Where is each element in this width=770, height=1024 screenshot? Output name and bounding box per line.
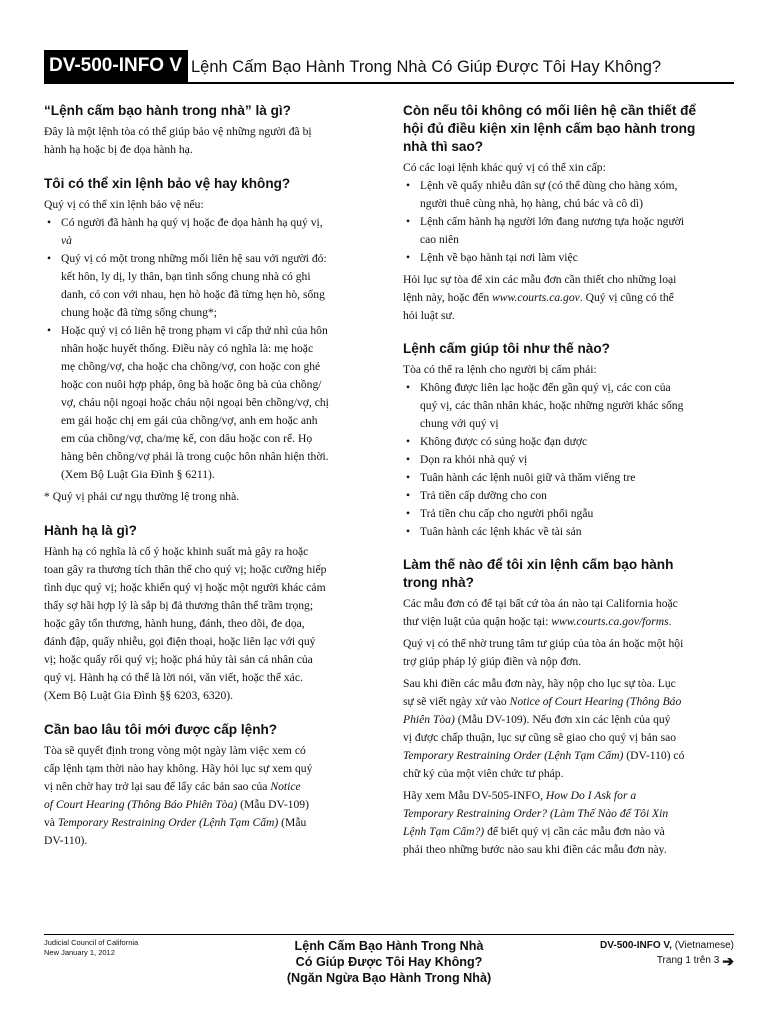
section-what-is-order	[44, 102, 368, 159]
left-column	[44, 102, 368, 866]
paragraph: Hỏi lục sự tòa để xin các mẫu đơn cần thiết cho những loại lệnh này, hoặc đến www.courts.ca.gov. Quý vị cũng có thể hỏi luật sư.	[403, 273, 677, 322]
list-item: • Lệnh về bạo hành tại nơi làm việc	[403, 249, 733, 267]
section-heading: Tôi có thể xin lệnh bảo vệ hay không?	[44, 176, 291, 191]
paragraph: Quý vị có thể nhờ trung tâm tư giúp của tòa án hoặc một hội trợ giúp pháp lý giúp điền và nộp đơn.	[403, 637, 684, 668]
bullet-list	[403, 379, 733, 541]
section-heading: “Lệnh cấm bạo hành trong nhà” là gì?	[44, 103, 291, 118]
section-heading: Làm thế nào để tôi xin lệnh cấm bạo hành trong nhà?	[403, 557, 674, 590]
bullet-list	[44, 214, 368, 484]
footer-form-id: DV-500-INFO V,	[600, 940, 672, 951]
list-item: • Lệnh về quấy nhiễu dân sự (có thể dùng cho hàng xóm, người thuê cùng nhà, họ hàng, chú bác và cô dì)	[403, 177, 733, 213]
section-heading: Hành hạ là gì?	[44, 523, 137, 538]
footnote: * Quý vị phải cư ngụ thường lệ trong nhà.	[44, 490, 240, 503]
list-item: • Trả tiền cấp dưỡng cho con	[403, 487, 733, 505]
footer-form-info: DV-500-INFO V, (Vietnamese) Trang 1 trên 3 ➔	[600, 940, 734, 969]
form-id-badge: DV-500-INFO V	[44, 50, 188, 82]
paragraph: Hãy xem Mẫu DV-505-INFO, How Do I Ask for a Temporary Restraining Order? (Làm Thế Nào để Tôi Xin Lệnh Tạm Cấm?) để biết quý vị cần các mẫu đơn nào và phải theo những bước nào sau khi điền các mẫu đơn này.	[403, 789, 669, 856]
paragraph: Các mẫu đơn có để tại bất cứ tòa án nào tại California hoặc thư viện luật của quận hoặc tại: www.courts.ca.gov/forms.	[403, 597, 678, 628]
list-item: • Tuân hành các lệnh khác về tài sản	[403, 523, 733, 541]
bullet-list	[403, 177, 733, 267]
paragraph: Sau khi điền các mẫu đơn này, hãy nộp cho lục sự tòa. Lục sự sẽ viết ngày xử vào Notice of Court Hearing (Thông Báo Phiên Tòa) (Mẫu DV-109). Nếu đơn xin các lệnh của quý vị được chấp thuận, lục sự cũng sẽ giao cho quý vị bản sao Temporary Restraining Order (Lệnh Tạm Cấm) (DV-110) có chữ ký của một viên chức tư pháp.	[403, 677, 685, 780]
list-item: • Có người đã hành hạ quý vị hoặc đe dọa hành hạ quý vị, và	[44, 214, 368, 250]
section-heading: Cần bao lâu tôi mới được cấp lệnh?	[44, 722, 278, 737]
page-header	[44, 50, 734, 84]
section-heading: Còn nếu tôi không có mối liên hệ cần thiết để hội đủ điều kiện xin lệnh cấm bạo hành trong nhà thì sao?	[403, 103, 697, 154]
list-item: • Dọn ra khỏi nhà quý vị	[403, 451, 733, 469]
paragraph: Có các loại lệnh khác quý vị có thể xin cấp:	[403, 161, 606, 174]
paragraph: Hành hạ có nghĩa là cố ý hoặc khinh suất mà gây ra hoặc toan gây ra thương tích thân thể cho quý vị; hoặc cưỡng hiếp tình dục quý vị; hoặc khiến quý vị hoặc một người khác cảm thấy sợ hãi hợp lý là sắp bị đả thương thân thể trầm trọng; hoặc gây tổn thương, hành hung, đánh, theo dõi, đe dọa, đánh đập, quấy nhiễu, gọi điện thoại, hoặc liên lạc với quý vị; hoặc quấy rối quý vị; hoặc phá hủy tài sản cá nhân của quý vị. Hành hạ có thể là lời nói, văn viết, hoặc thể xác. (Xem Bộ Luật Gia Đình §§ 6203, 6320).	[44, 545, 327, 702]
list-item: • Hoặc quý vị có liên hệ trong phạm vi cấp thứ nhì của hôn nhân hoặc huyết thống. Điều này có nghĩa là: mẹ hoặc mẹ chồng/vợ, cha hoặc cha chồng/vợ, con hoặc con ghẻ hoặc con nuôi hợp pháp, ông bà hoặc ông bà của chồng/ vợ, cháu nội ngoại hoặc cháu nội ngoại bên chồng/vợ, chị em gái hoặc chị em gái của chồng/vợ, anh em hoặc anh em của chồng/vợ, cha/mẹ kế, con dâu hoặc con rể. Họ hàng bên chồng/vợ phải là trong cuộc hôn nhân hiện thời. (Xem Bộ Luật Gia Đình § 6211).	[44, 322, 368, 484]
section-can-i-get-order	[44, 175, 368, 506]
section-heading: Lệnh cấm giúp tôi như thế nào?	[403, 341, 610, 356]
footer-title: Lệnh Cấm Bạo Hành Trong Nhà Có Giúp Được Tôi Hay Không? (Ngăn Ngừa Bạo Hành Trong Nhà)	[286, 939, 492, 985]
forms-website-link: www.courts.ca.gov/forms	[551, 615, 669, 628]
section-how-order-helps	[403, 340, 733, 541]
section-how-long	[44, 721, 368, 850]
list-item: • Không được liên lạc hoặc đến gần quý vị, các con của quý vị, các thân nhân khác, hoặc những người khác sống chung với quý vị	[403, 379, 733, 433]
list-item: • Lệnh cấm hành hạ người lớn đang nương tựa hoặc người cao niên	[403, 213, 733, 249]
paragraph: Tòa sẽ quyết định trong vòng một ngày làm việc xem có cấp lệnh tạm thời nào hay không. Hãy hỏi lục sự xem quý vị nên chờ hay trở lại sau để lấy các bản sao của Notice of Court Hearing (Thông Báo Phiên Tòa) (Mẫu DV-109) và Temporary Restraining Order (Lệnh Tạm Cấm) (Mẫu DV-110).	[44, 744, 313, 847]
paragraph: Quý vị có thể xin lệnh bảo vệ nếu:	[44, 198, 204, 211]
page-number: Trang 1 trên 3 ➔	[656, 952, 734, 969]
list-item: • Quý vị có một trong những mối liên hệ sau với người đó: kết hôn, ly dị, ly thân, bạn tình sống chung nhà có ghi danh, có con với nhau, hẹn hò hoặc đã từng hẹn hò, sống chung hoặc đã từng sống chung*;	[44, 250, 368, 322]
right-arrow-icon: ➔	[722, 952, 734, 969]
page-footer	[44, 934, 734, 984]
paragraph: Đây là một lệnh tòa có thể giúp bảo vệ những người đã bị hành hạ hoặc bị đe dọa hành hạ.	[44, 125, 312, 156]
list-item: • Không được có súng hoặc đạn dược	[403, 433, 733, 451]
list-item: • Tuân hành các lệnh nuôi giữ và thăm viếng tre	[403, 469, 733, 487]
section-what-is-abuse	[44, 522, 368, 705]
section-no-relationship	[403, 102, 733, 325]
page-title: Lệnh Cấm Bạo Hành Trong Nhà Có Giúp Được Tôi Hay Không?	[191, 58, 662, 76]
paragraph: Tòa có thể ra lệnh cho người bị cấm phải:	[403, 363, 597, 376]
footer-org-info: Judicial Council of California New January 1, 2012	[44, 938, 139, 957]
list-item: • Trả tiền chu cấp cho người phối ngẫu	[403, 505, 733, 523]
section-how-to-ask	[403, 556, 733, 859]
right-column	[403, 102, 733, 874]
courts-website-link: www.courts.ca.gov	[492, 291, 580, 304]
